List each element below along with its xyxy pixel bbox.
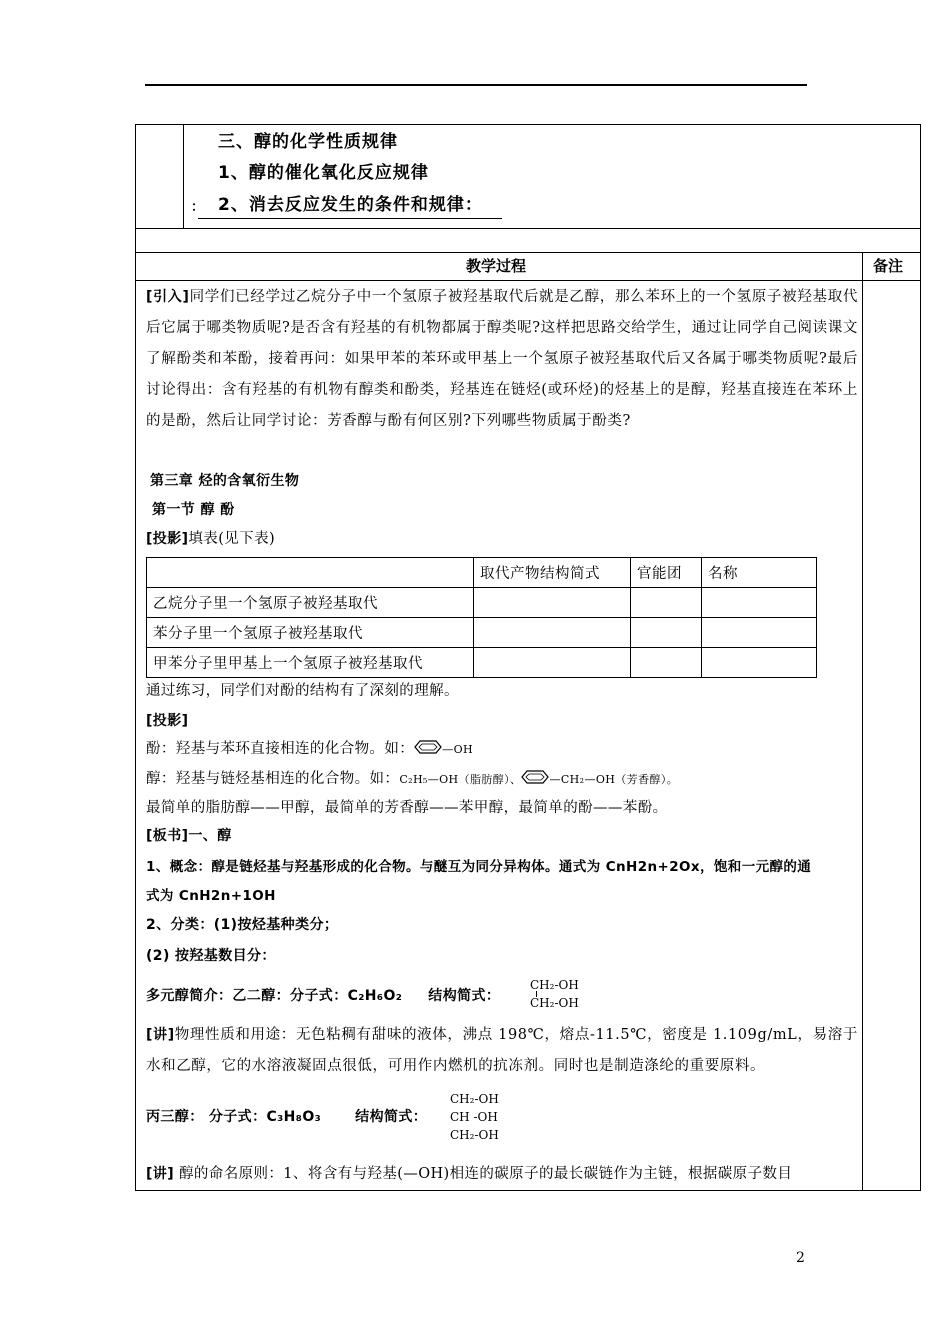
objective-left-column-border xyxy=(183,124,184,228)
phenol-definition xyxy=(146,737,473,762)
ethanol-formula: C₂H₅—OH（脂肪醇）、 xyxy=(399,773,522,786)
table-cell xyxy=(702,648,817,678)
teaching-process-header: 教学过程 xyxy=(466,257,527,275)
glycerol-struct-line-1: CH₂-OH xyxy=(450,1092,499,1106)
table-cell xyxy=(631,648,702,678)
board-heading xyxy=(146,824,232,848)
lecture-text: 物理性质和用途：无色粘稠有甜味的液体，沸点 198℃，熔点-11.5℃，密度是 1.109g/mL，易溶于水和乙醇，它的水溶液凝固点很低，可用作内燃机的抗冻剂。同时也是制造涤纶的重要原料。 xyxy=(146,1027,858,1074)
phenol-definition-text: 酚：羟基与苯环直接相连的化合物。如： xyxy=(146,741,415,757)
board-text: 一、醇 xyxy=(188,828,232,844)
naming-rule-text: 醇的命名原则：1、将含有与羟基(—OH)相连的碳原子的最长碳链作为主链，根据碳原子数目 xyxy=(174,1166,793,1182)
lecture-physical-properties xyxy=(146,1020,858,1082)
phenol-oh: —OH xyxy=(442,743,474,756)
chapter-title: 第三章 烃的含氧衍生物 xyxy=(150,473,300,489)
benzene-ring-icon xyxy=(414,740,442,754)
header-row-bottom xyxy=(135,280,921,281)
table-cell xyxy=(474,648,631,678)
table-row xyxy=(147,618,817,648)
lecture-tag-2: [讲] xyxy=(146,1166,174,1182)
glycerol-intro xyxy=(146,1105,427,1129)
glycol-struct-label: 结构简式： xyxy=(428,988,501,1004)
table-row xyxy=(147,588,817,618)
objective-underline xyxy=(198,218,502,219)
lecture-tag: [讲] xyxy=(146,1027,175,1043)
concept-line-1: 1、概念：醇是链烃基与羟基形成的化合物。与醚互为同分异构体。通式为 CnH2n+2Ox，饱和一元醇的通 xyxy=(146,859,812,875)
objective-colon: ： xyxy=(191,200,206,215)
glycol-bond xyxy=(536,991,537,997)
objective-item-2: 2、消去反应发生的条件和规律： xyxy=(218,195,483,215)
table-cell: 甲苯分子里甲基上一个氢原子被羟基取代 xyxy=(147,648,474,678)
intro-tag: [引入] xyxy=(146,289,190,305)
table-cell xyxy=(631,618,702,648)
table-cell: 苯分子里一个氢原子被羟基取代 xyxy=(147,618,474,648)
table-cell xyxy=(702,588,817,618)
glycerol-structure xyxy=(450,1090,499,1144)
classification-1: 2、分类：(1)按烃基种类分； xyxy=(146,917,339,933)
glycerol-struct-line-2: CH -OH xyxy=(450,1110,498,1124)
objective-row-bottom xyxy=(135,228,921,229)
alcohol-definition xyxy=(146,767,678,792)
glycerol-struct-label: 结构简式： xyxy=(355,1109,428,1125)
remarks-column-border xyxy=(862,252,863,1190)
after-table-text: 通过练习，同学们对酚的结构有了深刻的理解。 xyxy=(146,683,459,699)
header-rule xyxy=(145,84,807,86)
table-row xyxy=(147,648,817,678)
table-header-cell: 取代产物结构简式 xyxy=(474,558,631,588)
alcohol-definition-text: 醇：羟基与链烃基相连的化合物。如： xyxy=(146,771,400,787)
remarks-header: 备注 xyxy=(873,257,904,275)
spacer-row-bottom xyxy=(135,252,921,253)
glycol-struct-line-2: CH₂-OH xyxy=(530,996,579,1010)
board-tag: [板书] xyxy=(146,828,189,844)
table-header-cell: 名称 xyxy=(702,558,817,588)
glycol-struct-line-1: CH₂-OH xyxy=(530,978,579,992)
benzene-ring-icon xyxy=(521,770,549,784)
concept-line-2: 式为 CnH2n+1OH xyxy=(146,888,276,904)
substitution-table xyxy=(146,557,817,678)
glycerol-label: 丙三醇： 分子式：C₃H₈O₃ xyxy=(146,1109,322,1125)
intro-paragraph xyxy=(146,282,858,437)
glycol-label: 多元醇简介：乙二醇：分子式：C₂H₆O₂ xyxy=(146,988,403,1004)
table-cell xyxy=(474,588,631,618)
page-number: 2 xyxy=(796,1250,805,1266)
projection-tag: [投影] xyxy=(146,531,189,547)
table-cell xyxy=(474,618,631,648)
section-title: 第一节 醇 酚 xyxy=(152,502,235,518)
table-cell xyxy=(147,558,474,588)
table-header-cell: 官能团 xyxy=(631,558,702,588)
table-cell: 乙烷分子里一个氢原子被羟基取代 xyxy=(147,588,474,618)
glycol-intro xyxy=(146,984,500,1008)
projection-text: 填表(见下表) xyxy=(188,531,276,547)
simplest-compounds: 最简单的脂肪醇——甲醇，最简单的芳香醇——苯甲醇，最简单的酚——苯酚。 xyxy=(146,800,668,816)
objective-item-1: 1、醇的催化氧化反应规律 xyxy=(218,163,429,183)
projection-tag-2: [投影] xyxy=(146,713,189,729)
table-row xyxy=(147,558,817,588)
lecture-naming-rules xyxy=(146,1162,792,1186)
glycol-structure xyxy=(530,976,579,1012)
glycerol-struct-line-3: CH₂-OH xyxy=(450,1128,499,1142)
objective-item-3: 三、醇的化学性质规律 xyxy=(218,132,398,152)
projection-fill-table xyxy=(146,527,275,551)
classification-2: (2) 按羟基数目分： xyxy=(146,948,276,964)
table-cell xyxy=(631,588,702,618)
intro-text: 同学们已经学过乙烷分子中一个氢原子被羟基取代后就是乙醇，那么苯环上的一个氢原子被羟基取代后它属于哪类物质呢?是否含有羟基的有机物都属于醇类呢?这样把思路交给学生，通过让同学自己阅读课文了解酚类和苯酚，接着再问：如果甲苯的苯环或甲基上一个氢原子被羟基取代后又各属于哪类物质呢?最后讨论得出：含有羟基的有机物有醇类和酚类，羟基连在链烃(或环烃)的烃基上的是醇，羟基直接连在苯环上的是酚，然后让同学讨论：芳香醇与酚有何区别?下列哪些物质属于酚类? xyxy=(146,289,858,429)
benzyl-alcohol-formula: —CH₂—OH（芳香醇）。 xyxy=(549,773,679,786)
table-cell xyxy=(702,618,817,648)
